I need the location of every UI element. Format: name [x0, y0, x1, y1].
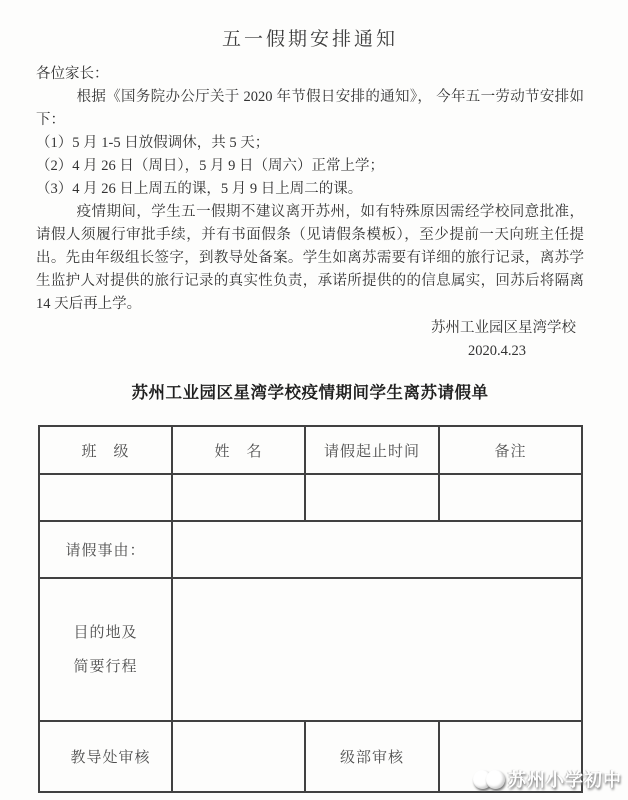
header-cell-name: 姓 名 [172, 426, 305, 474]
entry-cell-leave-period [305, 474, 439, 521]
header-cell-class: 班 级 [39, 426, 172, 474]
intro-paragraph: 根据《国务院办公厅关于 2020 年节假日安排的通知》， 今年五一劳动节安排如下： [36, 89, 584, 128]
smiley-circles-icon [486, 770, 505, 789]
destination-value-cell [172, 578, 582, 721]
destination-label-cell [39, 578, 172, 721]
form-destination-row [39, 578, 582, 721]
destination-label-line2: 简要行程 [73, 658, 138, 675]
entry-cell-remarks [439, 474, 582, 521]
form-reason-row [39, 521, 582, 578]
dean-review-value-cell [172, 721, 305, 792]
leave-form-title: 苏州工业园区星湾学校疫情期间学生离苏请假单 [131, 384, 489, 402]
destination-label-line1: 目的地及 [73, 624, 138, 641]
notice-title: 五一假期安排通知 [221, 29, 398, 50]
policy-paragraph: 疫情期间，学生五一假期不建议离开苏州，如有特殊原因需经学校同意批准，请假人须履行审批手续，并有书面假条（见请假条模板），至少提前一天向班主任提出。先由年级组长签字，到教导处备案。学生如离苏需要有详细的旅行记录，离苏学生监护人对提供的旅行记录的真实性负责，承诺所提供的的信息属实，回苏后将隔离 14 天后再上学。 [36, 204, 584, 312]
holiday-item-1: （1）5 月 1-5 日放假调休，共 5 天； [36, 135, 270, 151]
entry-cell-class [39, 474, 172, 521]
watermark-text: 苏州小学初中 [508, 770, 622, 790]
reason-label-cell: 请假事由： [39, 521, 172, 578]
dean-review-label-cell: 教导处审核 [39, 721, 172, 792]
holiday-item-2: （2）4 月 26 日（周日），5 月 9 日（周六）正常上学； [36, 158, 384, 174]
holiday-item-3: （3）4 月 26 日上周五的课，5 月 9 日上周二的课。 [36, 181, 363, 197]
form-entry-row [39, 474, 582, 521]
entry-cell-name [172, 474, 305, 521]
leave-request-form-table [38, 425, 583, 793]
signature-date: 2020.4.23 [468, 343, 526, 359]
watermark [473, 766, 622, 792]
form-header-row [39, 426, 582, 474]
salutation: 各位家长： [36, 66, 109, 82]
reason-value-cell [172, 521, 582, 578]
header-cell-remarks: 备注 [439, 426, 582, 474]
grade-review-label-cell: 级部审核 [305, 721, 439, 792]
header-cell-leave-period: 请假起止时间 [305, 426, 439, 474]
signature-school: 苏州工业园区星湾学校 [431, 320, 576, 336]
